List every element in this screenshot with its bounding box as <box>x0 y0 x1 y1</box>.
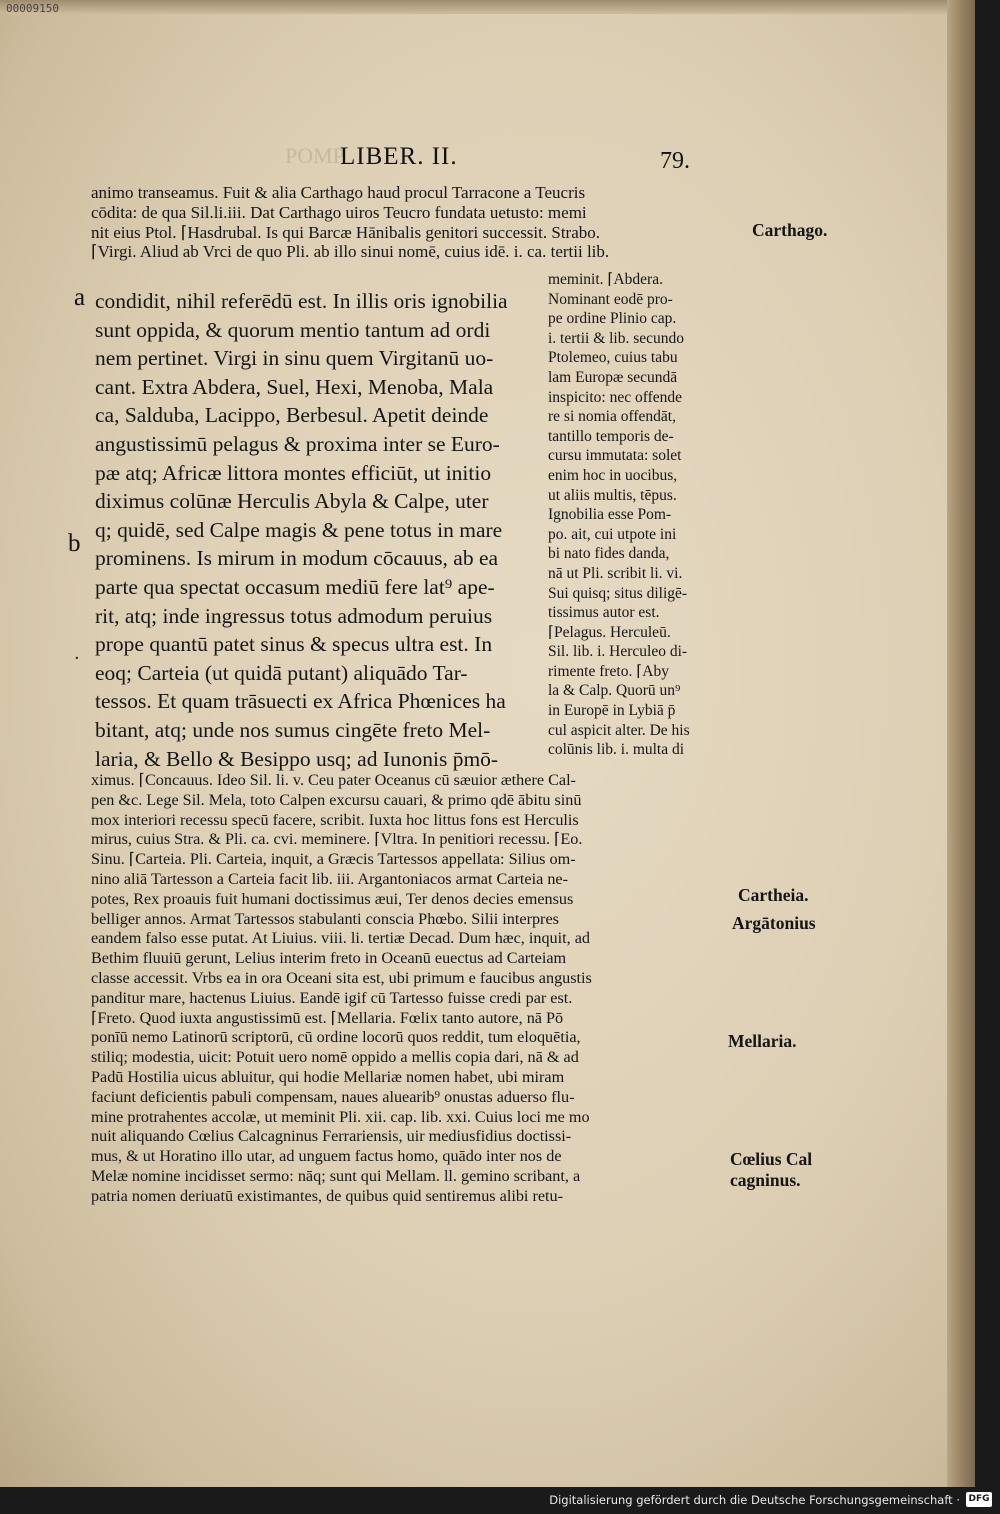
funding-notice: Digitalisierung gefördert durch die Deutsche Forschungsgemeinschaft · <box>549 1493 960 1507</box>
text-line: tessos. Et quam trāsuecti ex Africa Phœnices ha <box>95 689 506 714</box>
text-line: rit, atq; inde ingressus totus admodum peruius <box>95 603 493 628</box>
text-line: mus, & ut Horatino illo utar, ad unguem factus homo, quādo inter nos de <box>91 1147 562 1166</box>
text-line: colūnis lib. i. multa di <box>548 741 685 759</box>
text-line: bi nato fides danda, <box>548 545 670 563</box>
text-line: pæ atq; Africæ littora montes efficiūt, ut initio <box>95 460 492 485</box>
text-line: nem pertinet. Virgi in sinu quem Virgitanū uo- <box>95 346 494 371</box>
text-line: re si nomia offendāt, <box>548 408 676 426</box>
text-line: ut aliis multis, tēpus. <box>548 486 677 504</box>
text-line: cōdita: de qua Sil.li.iii. Dat Carthago uiros Teucro fundata uetusto: memi <box>91 202 587 222</box>
text-line: pe ordine Plinio cap. <box>548 310 677 328</box>
text-line: stiliq; modestia, uicit: Potuit uero nomē oppido a mellis copia dari, nā & ad <box>91 1048 579 1067</box>
text-line: animo transeamus. Fuit & alia Carthago haud procul Tarracone a Teucris <box>91 183 586 202</box>
bleed-through-header: POMP <box>285 143 345 168</box>
text-line: prope quantū patet sinus & specus ultra est. In <box>95 632 493 657</box>
margin-note-coelius-line: Cœlius Cal <box>730 1149 813 1169</box>
text-line: parte qua spectat occasum mediū fere lat⁹ ape- <box>95 574 495 599</box>
footer-bar <box>0 1487 1000 1514</box>
text-line: nuit aliquando Cœlius Calcagninus Ferrariensis, uir mediusfidius doctissi- <box>91 1127 572 1146</box>
text-line: classe accessit. Vrbs ea in ora Oceani sita est, ubi primum e faucibus angustis <box>91 968 592 987</box>
page-fore-edge <box>947 0 975 1487</box>
text-line: ⌈Virgi. Aliud ab Vrci de quo Pli. ab illo sinui nomē, cuius idē. i. ca. tertii lib. <box>91 242 610 262</box>
text-line: angustissimū pelagus & proxima inter se Euro- <box>95 431 500 456</box>
margin-note-carthago: Carthago. <box>752 220 828 240</box>
text-line: pen &c. Lege Sil. Mela, toto Calpen excursu cauari, & primo qdē ābitu sinū <box>91 790 582 809</box>
text-line: eandem falso esse putat. At Liuius. viii. li. tertiæ Decad. Dum hæc, inquit, ad <box>91 929 591 948</box>
text-line: la & Calp. Quorū un⁹ <box>548 682 681 700</box>
page-top-edge <box>0 0 975 14</box>
main-text-column <box>95 287 508 773</box>
text-line: laria, & Bello & Besippo usq; ad Iunonis p̄mō- <box>95 746 499 771</box>
text-line: enim hoc in uocibus, <box>548 466 678 484</box>
text-line: Bethim fluuiū gerunt, Lelius interim freto in Oceanū euectus ad Carteiam <box>91 949 567 968</box>
text-line: Ptolemeo, cuius tabu <box>548 349 678 367</box>
text-line: Sinu. ⌈Carteia. Pli. Carteia, inquit, a Græcis Tartessos appellata: Silius om- <box>91 850 576 869</box>
text-line: patria nomen deriuatū existimantes, de quibus quid sentiremus alibi retu- <box>91 1186 564 1205</box>
text-line: faciunt deficientis pabuli compensam, naues aluearib⁹ onustas aduerso flu- <box>91 1087 575 1106</box>
margin-dot: · <box>74 648 80 669</box>
folio-number: 79. <box>660 148 690 174</box>
text-line: Sil. lib. i. Herculeo di- <box>548 643 688 661</box>
text-line: nino aliā Tartesson a Carteia facit lib. iii. Argantoniacos armat Carteia ne- <box>91 869 568 888</box>
text-line: nā ut Pli. scribit li. vi. <box>548 564 683 582</box>
note-marker-b: b <box>68 530 81 557</box>
margin-note-coelius-line: cagninus. <box>730 1170 801 1190</box>
text-line: meminit. ⌈Abdera. <box>548 271 663 288</box>
text-line: nit eius Ptol. ⌈Hasdrubal. Is qui Barcæ Hānibalis genitori successit. Strabo. <box>91 222 601 242</box>
text-line: ximus. ⌈Concauus. Ideo Sil. li. v. Ceu pater Oceanus cū sæuior æthere Cal- <box>91 771 576 789</box>
margin-note-mellaria: Mellaria. <box>728 1031 797 1051</box>
commentary-top <box>91 183 609 262</box>
margin-note-coelius <box>730 1149 812 1191</box>
text-line: cant. Extra Abdera, Suel, Hexi, Menoba, Mala <box>95 374 494 399</box>
text-line: ponīū nemo Latinorū scriptorū, cū ordine locorū quos reddit, tum eloquētia, <box>91 1028 581 1047</box>
text-line: po. ait, cui utpote ini <box>548 525 677 543</box>
text-line: diximus colūnæ Herculis Abyla & Calpe, uter <box>95 489 489 514</box>
text-line: ⌈Freto. Quod iuxta angustissimū est. ⌈Mellaria. Fœlix tanto autore, nā Pō <box>91 1008 564 1027</box>
running-header: LIBER. II. <box>340 143 458 170</box>
text-line: belliger annos. Armat Tartessos stabulanti conscia Phœbo. Silii interpres <box>91 909 559 928</box>
text-line: ca, Salduba, Lacippo, Berbesul. Apetit deinde <box>95 403 489 428</box>
commentary-bottom <box>91 771 592 1207</box>
text-line: condidit, nihil referēdū est. In illis oris ignobilia <box>95 289 508 313</box>
text-line: bitant, atq; unde nos sumus cingēte freto Mel- <box>95 717 491 742</box>
text-line: prominens. Is mirum in modum cōcauus, ab ea <box>95 546 499 571</box>
text-line: eoq; Carteia (ut quidā putant) aliquādo Tar- <box>95 660 468 685</box>
text-line: mine protrahentes accolæ, ut meminit Pli. xii. cap. lib. xxi. Cuius loci me mo <box>91 1107 590 1126</box>
margin-note-argatonius: Argātonius <box>732 913 816 933</box>
text-line: Nominant eodē pro- <box>548 290 673 308</box>
margin-note-cartheia: Cartheia. <box>738 885 809 905</box>
text-line: panditur mare, hactenus Liuius. Eandē igif cū Tartesso fuisse credi par est. <box>91 988 573 1007</box>
text-line: inspicito: nec offende <box>548 388 683 406</box>
text-line: rimente freto. ⌈Aby <box>548 662 669 680</box>
text-line: tantillo temporis de- <box>548 427 674 445</box>
text-line: mirus, cuius Stra. & Pli. ca. cvi. meminere. ⌈Vltra. In penitiori recessu. ⌈Eo. <box>91 830 583 849</box>
text-line: Ignobilia esse Pom- <box>548 506 672 524</box>
text-line: q; quidē, sed Calpe magis & pene totus in mare <box>95 517 503 542</box>
text-line: Sui quisq; situs diligē- <box>548 584 688 602</box>
scan-id: 00009150 <box>6 2 59 15</box>
text-line: cul aspicit alter. De his <box>548 721 690 739</box>
gloss-column <box>548 270 690 760</box>
text-line: in Europē in Lybiā p̄ <box>548 702 676 720</box>
text-line: Melæ nomine incidisset sermo: nāq; sunt qui Mellam. ll. gemino scribant, a <box>91 1166 581 1185</box>
text-line: tissimus autor est. <box>548 604 660 622</box>
text-line: mox interiori recessu specū facere, scribit. Iuxta hoc littus fons est Herculis <box>91 810 579 829</box>
text-line: i. tertii & lib. secundo <box>548 329 685 347</box>
text-line: ⌈Pelagus. Herculeū. <box>548 623 671 641</box>
text-line: Padū Hostilia uicus abluitur, qui hodie Mellariæ nomen habet, ubi miram <box>91 1067 565 1086</box>
text-line: cursu immutata: solet <box>548 447 682 465</box>
dfg-logo-icon: DFG <box>966 1492 992 1507</box>
note-marker-a: a <box>74 284 86 311</box>
text-line: sunt oppida, & quorum mentio tantum ad ordi <box>95 317 491 342</box>
text-line: potes, Rex proauis fuit humani doctissimus æui, Ter denos decies emensus <box>91 889 574 908</box>
text-line: lam Europæ secundā <box>548 368 678 386</box>
